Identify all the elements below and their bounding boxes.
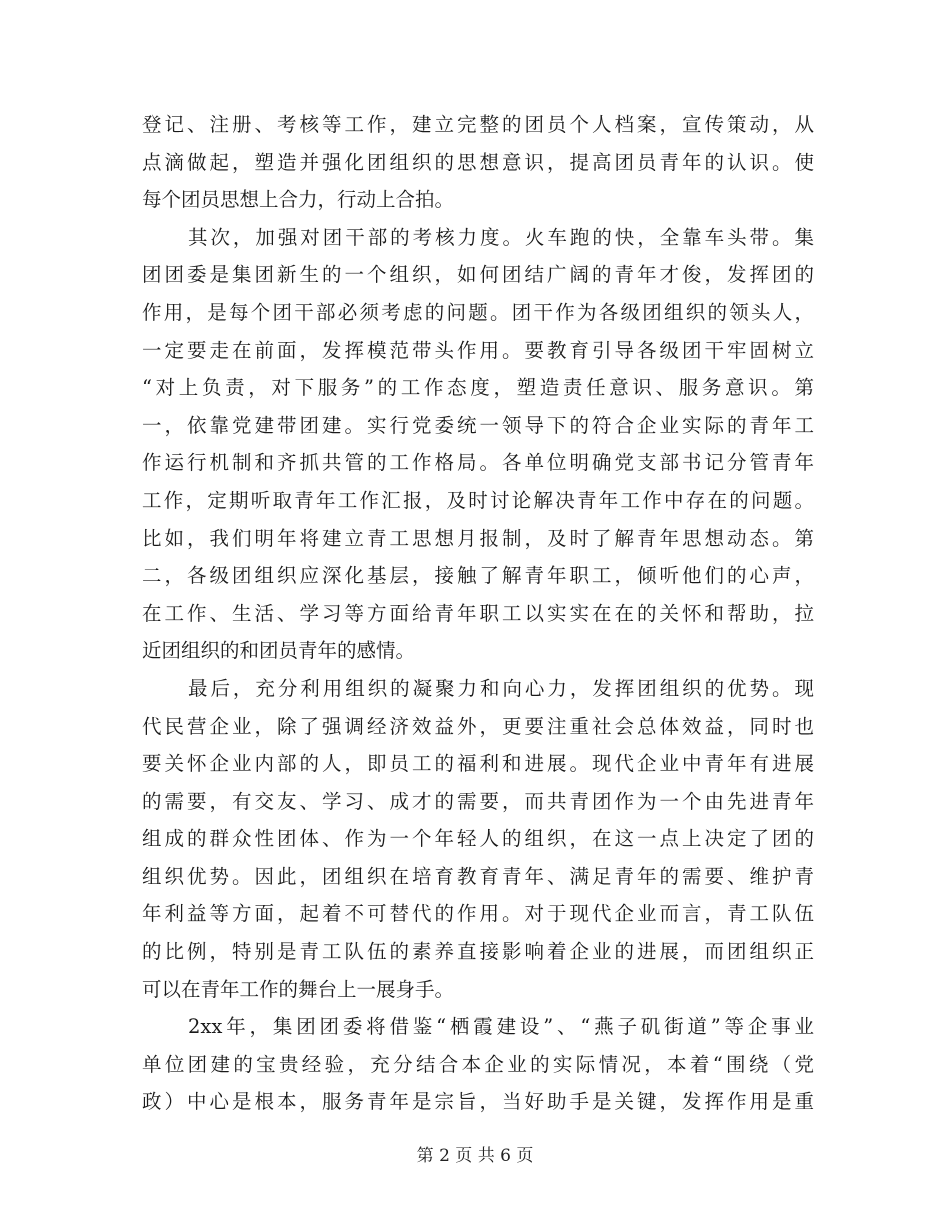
text-line: 近团组织的和团员青年的感情。	[142, 639, 416, 663]
text-line: 点滴做起，塑造并强化团组织的思想意识，提高团员青年的认识。使	[142, 150, 814, 174]
text-line: 作运行机制和齐抓共管的工作格局。各单位明确党支部书记分管青年	[142, 451, 814, 475]
paragraph	[142, 219, 814, 670]
text-line: 组成的群众性团体、作为一个年轻人的组织，在这一点上决定了团的	[142, 827, 814, 851]
text-line: 要关怀企业内部的人，即员工的福利和进展。现代企业中青年有进展	[142, 752, 814, 776]
text-line: 年利益等方面，起着不可替代的作用。对于现代企业而言，青工队伍	[142, 902, 814, 926]
paragraph	[142, 670, 814, 1008]
text-line: 最后，充分利用组织的凝聚力和向心力，发挥团组织的优势。现	[188, 676, 814, 700]
text-line: 登记、注册、考核等工作，建立完整的团员个人档案，宣传策动，从	[142, 113, 814, 136]
text-line: 作用，是每个团干部必须考虑的问题。团干作为各级团组织的领头人，	[142, 300, 814, 324]
text-line: 在工作、生活、学习等方面给青年职工以实实在在的关怀和帮助，拉	[142, 601, 814, 625]
paragraph	[142, 106, 814, 219]
text-line: 的比例，特别是青工队伍的素养直接影响着企业的进展，而团组织正	[142, 940, 814, 964]
text-line: 比如，我们明年将建立青工思想月报制，及时了解青年思想动态。第	[142, 526, 814, 550]
paragraph	[142, 1008, 814, 1121]
document-body	[142, 106, 814, 1121]
text-line: 政）中心是根本，服务青年是宗旨，当好助手是关键，发挥作用是重	[142, 1090, 814, 1114]
text-line: 可以在青年工作的舞台上一展身手。	[142, 977, 455, 1001]
text-line: 一定要走在前面，发挥模范带头作用。要教育引导各级团干牢固树立	[142, 338, 814, 362]
text-line: “对上负责，对下服务”的工作态度，塑造责任意识、服务意识。第	[142, 376, 814, 400]
text-line: 代民营企业，除了强调经济效益外，更要注重社会总体效益，同时也	[142, 714, 814, 738]
text-line: 一，依靠党建带团建。实行党委统一领导下的符合企业实际的青年工	[142, 413, 814, 437]
text-line: 组织优势。因此，团组织在培育教育青年、满足青年的需要、维护青	[142, 864, 814, 888]
text-line: 每个团员思想上合力，行动上合拍。	[142, 188, 455, 212]
text-line: 其次，加强对团干部的考核力度。火车跑的快，全靠车头带。集	[188, 225, 814, 249]
text-line: 的需要，有交友、学习、成才的需要，而共青团作为一个由先进青年	[142, 789, 814, 813]
page-number-footer: 第 2 页 共 6 页	[416, 1146, 534, 1166]
text-line: 工作，定期听取青年工作汇报，及时讨论解决青年工作中存在的问题。	[142, 488, 814, 512]
text-line: 团团委是集团新生的一个组织，如何团结广阔的青年才俊，发挥团的	[142, 263, 814, 287]
text-line: 单位团建的宝贵经验，充分结合本企业的实际情况，本着“围绕（党	[142, 1052, 814, 1076]
text-line: 2xx年，集团团委将借鉴“栖霞建设”、“燕子矶街道”等企事业	[188, 1015, 814, 1039]
text-line: 二，各级团组织应深化基层，接触了解青年职工，倾听他们的心声，	[142, 564, 814, 588]
